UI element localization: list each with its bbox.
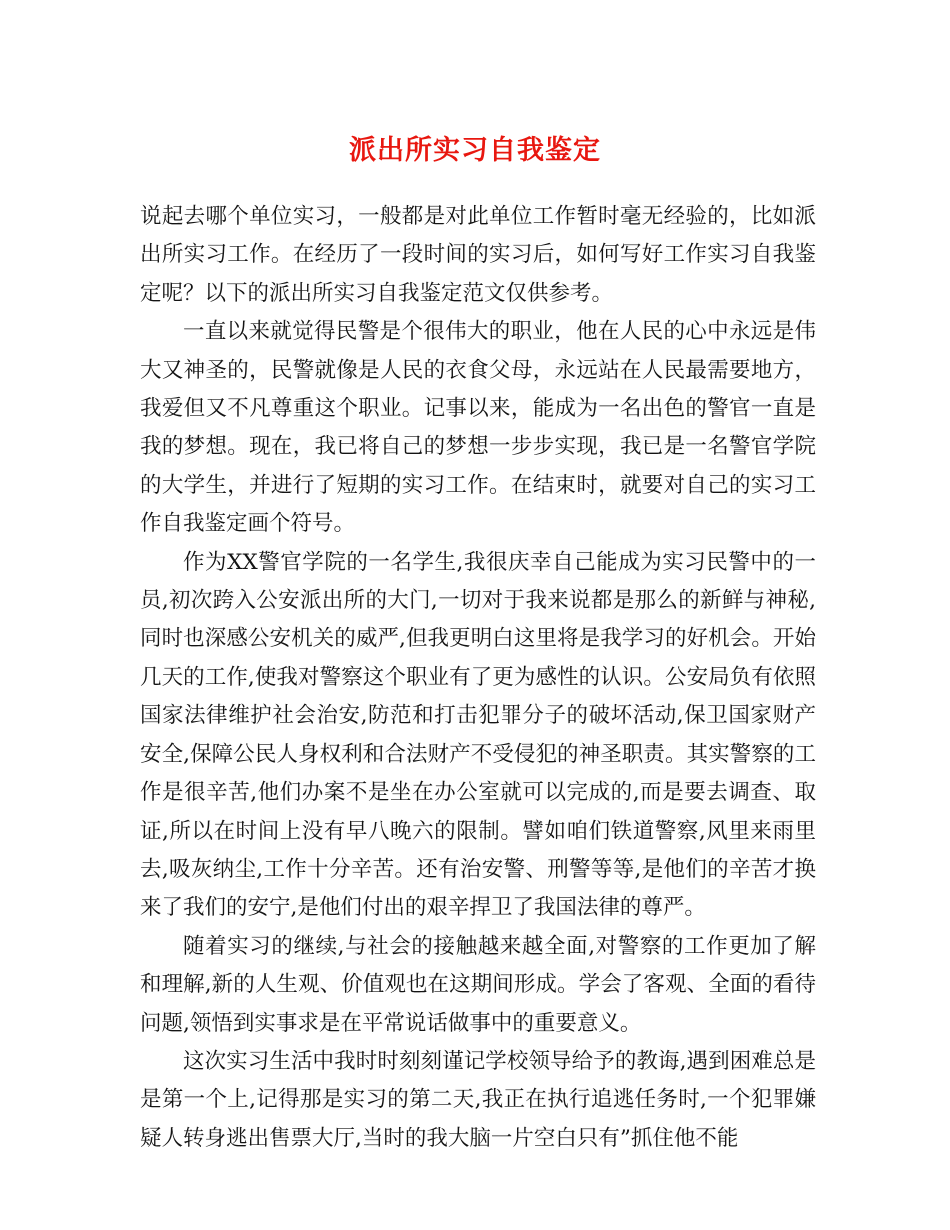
paragraph: 这次实习生活中我时时刻刻谨记学校领导给予的教诲,遇到困难总是是第一个上,记得那是实习的第二天,我正在执行追逃任务时,一个犯罪嫌疑人转身逃出售票大厅,当时的我大脑一片空白只有”抓住他不能 bbox=[140, 1048, 816, 1151]
paragraph-intro: 说起去哪个单位实习，一般都是对此单位工作暂时毫无经验的，比如派出所实习工作。在经历了一段时间的实习后，如何写好工作实习自我鉴定呢？以下的派出所实习自我鉴定范文仅供参考。 bbox=[140, 204, 816, 306]
paragraph: 一直以来就觉得民警是个很伟大的职业，他在人民的心中永远是伟大又神圣的，民警就像是人民的衣食父母，永远站在人民最需要地方，我爱但又不凡尊重这个职业。记事以来，能成为一名出色的警官一直是我的梦想。现在，我已将自己的梦想一步步实现，我已是一名警官学院的大学生，并进行了短期的实习工作。在结束时，就要对自己的实习工作自我鉴定画个符号。 bbox=[140, 319, 816, 537]
document-body bbox=[140, 198, 816, 1158]
document-title: 派出所实习自我鉴定 bbox=[349, 135, 601, 166]
paragraph: 随着实习的继续,与社会的接触越来越全面,对警察的工作更加了解和理解,新的人生观、价值观也在这期间形成。学会了客观、全面的看待问题,领悟到实事求是在平常说话做事中的重要意义。 bbox=[140, 933, 816, 1036]
paragraph: 作为XX警官学院的一名学生,我很庆幸自己能成为实习民警中的一员,初次跨入公安派出所的大门,一切对于我来说都是那么的新鲜与神秘,同时也深感公安机关的威严,但我更明白这里将是我学习的好机会。开始几天的工作,使我对警察这个职业有了更为感性的认识。公安局负有依照国家法律维护社会治安,防范和打击犯罪分子的破坏活动,保卫国家财产安全,保障公民人身权利和合法财产不受侵犯的神圣职责。其实警察的工作是很辛苦,他们办案不是坐在办公室就可以完成的,而是要去调查、取证,所以在时间上没有早八晚六的限制。譬如咱们铁道警察,风里来雨里去,吸灰纳尘,工作十分辛苦。还有治安警、刑警等等,是他们的辛苦才换来了我们的安宁,是他们付出的艰辛捍卫了我国法律的尊严。 bbox=[140, 549, 816, 921]
